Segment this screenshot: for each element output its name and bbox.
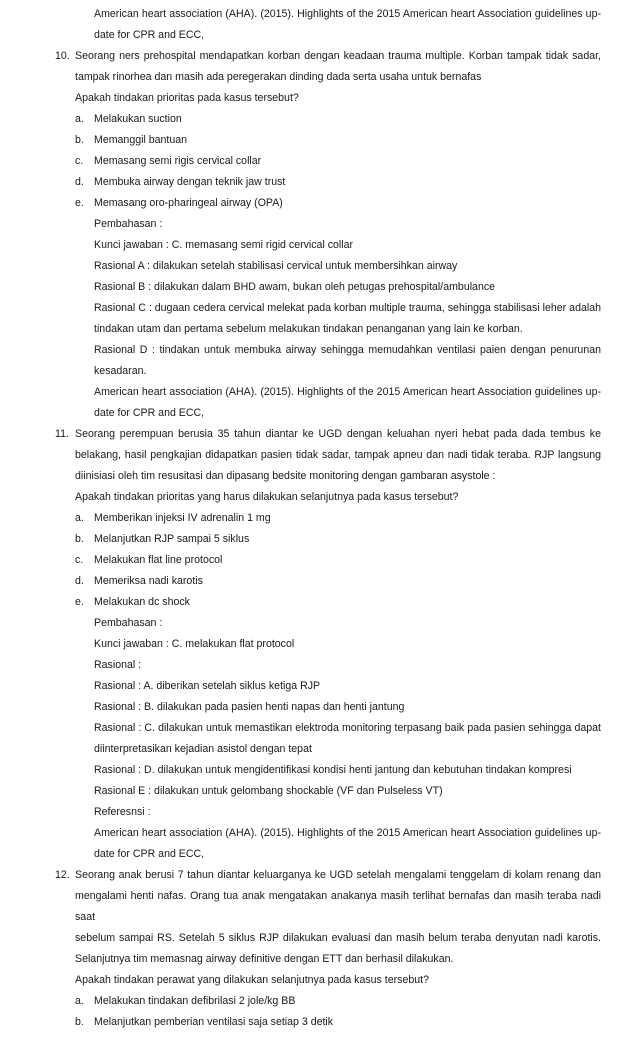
rationale-d-cont: kesadaran. (94, 365, 147, 377)
question-stem: 12. Seorang anak berusi 7 tahun diantar keluarganya ke UGD setelah mengalami tenggelam di kolam renang dan (75, 865, 601, 886)
reference-line: date for CPR and ECC, (94, 848, 205, 860)
reference-line: American heart association (AHA). (2015). Highlights of the 2015 American heart Association guidelines up- (94, 386, 601, 398)
rationale-a: Rasional A : dilakukan setelah stabilisasi cervical untuk membersihkan airway (94, 260, 458, 272)
rationale-d: Rasional : D. dilakukan untuk mengidentifikasi kondisi henti jantung dan kebutuhan tindakan kompresi (94, 764, 572, 776)
option-d: d. Memeriksa nadi karotis (75, 575, 203, 587)
question-stem: belakang, hasil pengkajian didapatkan pasien tidak sadar, tampak apneu dan nadi tidak teraba. RJP langsung (75, 449, 601, 461)
option-b: b. Melanjutkan pemberian ventilasi saja setiap 3 detik (75, 1016, 334, 1028)
option-e: e. Melakukan dc shock (75, 596, 190, 608)
rationale-b: Rasional : B. dilakukan pada pasien henti napas dan henti jantung (94, 701, 405, 713)
question-number: 11. (55, 428, 69, 440)
question-stem: 11. Seorang perempuan berusia 35 tahun diantar ke UGD dengan keluahan nyeri hebat pada dada tembus ke (75, 424, 601, 445)
option-a: a. Melakukan tindakan defibrilasi 2 jole/kg BB (75, 995, 296, 1007)
reference-line: date for CPR and ECC, (94, 29, 205, 41)
rationale-b: Rasional B : dilakukan dalam BHD awam, bukan oleh petugas prehospital/ambulance (94, 281, 496, 293)
rationale-c-cont: diinterpretasikan kejadian asistol dengan tepat (94, 743, 312, 755)
reference-heading: Referesnsi : (94, 806, 151, 818)
reference-line: American heart association (AHA). (2015). Highlights of the 2015 American heart Association guidelines up- (94, 8, 601, 20)
option-c: c. Memasang semi rigis cervical collar (75, 155, 262, 167)
reference-line: American heart association (AHA). (2015). Highlights of the 2015 American heart Association guidelines up- (94, 827, 601, 839)
option-d: d. Membuka airway dengan teknik jaw trust (75, 176, 286, 188)
option-a: a. Memberikan injeksi IV adrenalin 1 mg (75, 512, 271, 524)
question-stem: tampak rinorhea dan masih ada peregerakan dinding dada serta usaha untuk bernafas (75, 71, 482, 83)
answer-key: Kunci jawaban : C. melakukan flat protocol (94, 638, 295, 650)
rationale-c: Rasional C : dugaan cedera cervical melekat pada korban multiple trauma, sehingga stabilisasi leher adalah (94, 302, 601, 314)
question-prompt: Apakah tindakan prioritas pada kasus tersebut? (75, 92, 299, 104)
question-stem: diinisiasi oleh tim resusitasi dan dipasang bedsite monitoring dengan gambaran asystole : (75, 470, 496, 482)
question-12 (0, 865, 638, 1033)
rationale-c-cont: tindakan utam dan pertama sebelum melakukan tindakan penanganan yang lain ke korban. (94, 323, 523, 335)
rationale-c: Rasional : C. dilakukan untuk memastikan elektroda monitoring terpasang baik pada pasien sehingga dapat (94, 722, 601, 734)
option-b: b. Melanjutkan RJP sampai 5 siklus (75, 533, 250, 545)
answer-key: Kunci jawaban : C. memasang semi rigid cervical collar (94, 239, 354, 251)
question-stem: 10. Seorang ners prehospital mendapatkan korban dengan keadaan trauma multiple. Korban tampak tidak sadar, (75, 46, 601, 67)
question-stem: mengalami henti nafas. Orang tua anak mengatakan anakanya masih terlihat bernafas dan masih teraba nadi saat (75, 890, 601, 923)
option-e: e. Memasang oro-pharingeal airway (OPA) (75, 197, 283, 209)
question-stem: Selanjutnya tim memasnag airway definitive dengan ETT dan berhasil dilakukan. (75, 953, 454, 965)
discussion-heading: Pembahasan : (94, 617, 163, 629)
option-b: b. Memanggil bantuan (75, 134, 188, 146)
rationale-e: Rasional E : dilakukan untuk gelombang shockable (VF dan Pulseless VT) (94, 785, 443, 797)
discussion-heading: Pembahasan : (94, 218, 163, 230)
question-number: 10. (55, 50, 70, 62)
rationale-a: Rasional : A. diberikan setelah siklus ketiga RJP (94, 680, 321, 692)
rationale-heading: Rasional : (94, 659, 142, 671)
rationale-d: Rasional D : tindakan untuk membuka airway sehingga memudahkan ventilasi paien dengan penurunan (94, 344, 601, 356)
question-prompt: Apakah tindakan prioritas yang harus dilakukan selanjutnya pada kasus tersebut? (75, 491, 459, 503)
question-prompt: Apakah tindakan perawat yang dilakukan selanjutnya pada kasus tersebut? (75, 974, 429, 986)
question-stem: sebelum sampai RS. Setelah 5 siklus RJP dilakukan evaluasi dan masih belum teraba denyutan nadi karotis. (75, 932, 601, 944)
question-11 (0, 424, 638, 865)
question-10 (0, 46, 638, 424)
option-c: c. Melakukan flat line protocol (75, 554, 223, 566)
option-a: a. Melakukan suction (75, 113, 182, 125)
question-number: 12. (55, 869, 70, 881)
reference-line: date for CPR and ECC, (94, 407, 205, 419)
